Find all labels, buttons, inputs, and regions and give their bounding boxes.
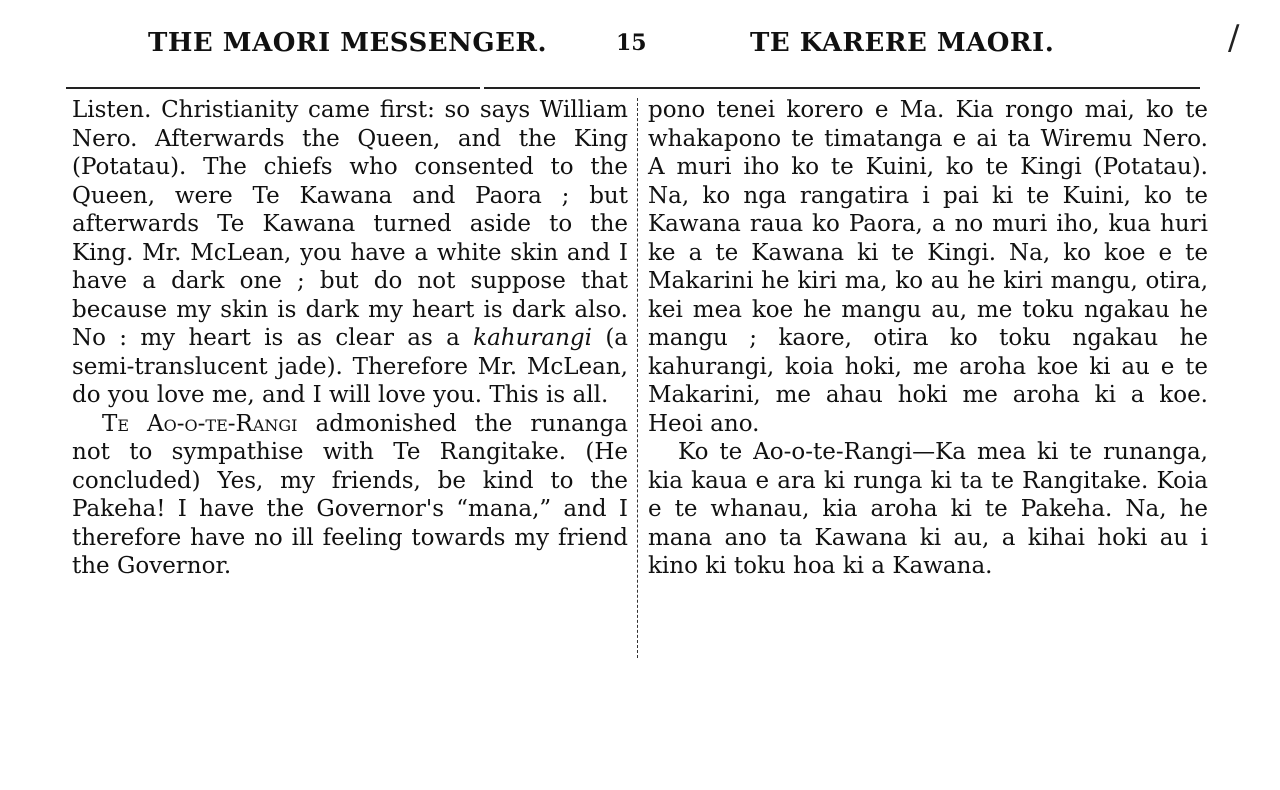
english-paragraph-1-text-a: Listen. Christianity came first: so says William Nero. Afterwards the Queen, and the King (Potatau). The chiefs who consented to the Queen, were Te Kawana and Paora ; but afterwards Te Kawana turned aside to the King. Mr. McLean, you have a white skin and I have a dark one ; but do not suppose that because my skin is dark my heart is dark also. No : my heart is as clear as a bbox=[72, 97, 628, 351]
column-divider bbox=[637, 98, 638, 658]
maori-paragraph-1: pono tenei korero e Ma. Kia rongo mai, ko te whakapono te timatanga e ai ta Wiremu Nero. A muri iho ko te Kuini, ko te Kingi (Potatau). Na, ko nga rangatira i pai ki te Kuini, ko te Kawana raua ko Paora, a no muri iho, kua huri ke a te Kawana ki te Kingi. Na, ko koe e te Makarini he kiri ma, ko au he kiri mangu, otira, kei mea koe he mangu au, me toku ngakau he mangu ; kaore, otira ko toku ngakau he kahurangi, koia hoki, me aroha koe ki au e te Makarini, me ahau hoki me aroha ki a koe. Heoi ano. bbox=[648, 97, 1208, 437]
english-title: THE MAORI MESSENGER. bbox=[148, 28, 548, 58]
english-paragraph-1 bbox=[72, 96, 628, 410]
speaker-name: Te Ao-o-te-Rangi bbox=[102, 410, 298, 437]
page-header bbox=[0, 18, 1280, 68]
page-number: 15 bbox=[616, 30, 647, 56]
header-rule-left bbox=[66, 87, 480, 89]
maori-paragraph-2: Ko te Ao-o-te-Rangi—Ka mea ki te runanga, kia kaua e ara ki runga ki ta te Rangitake. Koia e te whanau, kia aroha ki te Pakeha. Na, he mana ano ta Kawana ki au, a kihai hoki au i kino ki toku hoa ki a Kawana. bbox=[648, 439, 1208, 579]
kahurangi-term: kahurangi bbox=[473, 325, 593, 351]
english-paragraph-2-text: admonished the runanga not to sympathise with Te Rangitake. (He concluded) Yes, my friends, be kind to the Pakeha! I have the Governor's “mana,” and I therefore have no ill feeling towards my friend the Governor. bbox=[72, 410, 628, 579]
corner-mark: / bbox=[1228, 18, 1240, 58]
english-paragraph-1-text-b: (a semi-translucent jade). Therefore Mr. McLean, do you love me, and I will love you. This is all. bbox=[72, 325, 629, 408]
english-column bbox=[72, 96, 628, 581]
maori-column bbox=[648, 96, 1208, 581]
maori-title: TE KARERE MAORI. bbox=[750, 28, 1055, 58]
header-rule-right bbox=[484, 87, 1200, 89]
english-paragraph-2 bbox=[72, 410, 628, 581]
